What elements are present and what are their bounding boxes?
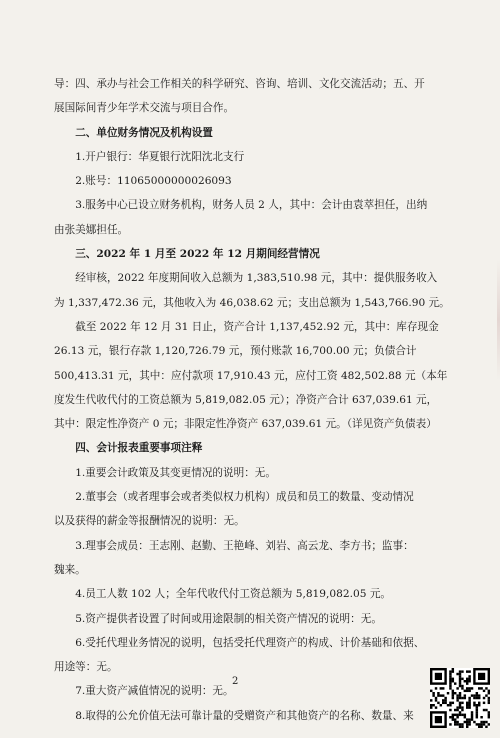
- qr-module: [459, 714, 461, 716]
- qr-module: [430, 690, 432, 692]
- qr-module: [480, 723, 482, 725]
- text-line: 为 1,337,472.36 元，其他收入为 46,038.62 元；支出总额为 1,543,766.90 元。: [54, 296, 450, 309]
- qr-module: [476, 697, 478, 699]
- qr-module: [476, 706, 478, 708]
- qr-module: [454, 718, 456, 720]
- qr-module: [478, 697, 480, 699]
- qr-module: [449, 680, 451, 682]
- qr-module: [459, 670, 461, 672]
- qr-module: [480, 726, 482, 728]
- qr-module: [466, 718, 468, 720]
- qr-module: [461, 670, 463, 672]
- qr-module: [452, 680, 454, 682]
- qr-module: [452, 690, 454, 692]
- qr-module: [473, 697, 475, 699]
- qr-module: [449, 670, 451, 672]
- qr-module: [466, 726, 468, 728]
- qr-module: [485, 687, 487, 689]
- qr-module: [440, 704, 442, 706]
- text-line: 由张美娜担任。: [54, 223, 129, 236]
- qr-module: [459, 678, 461, 680]
- qr-module: [456, 716, 458, 718]
- qr-module: [459, 704, 461, 706]
- qr-module: [461, 697, 463, 699]
- qr-module: [449, 687, 451, 689]
- qr-module: [430, 706, 432, 708]
- qr-module: [476, 692, 478, 694]
- text-line: 2.董事会（或者理事会或者类似权力机构）成员和员工的数量、变动情况: [75, 491, 414, 504]
- qr-module: [449, 685, 451, 687]
- qr-code-graphic: [430, 668, 490, 728]
- qr-module: [432, 694, 434, 696]
- qr-module: [459, 680, 461, 682]
- qr-module: [435, 687, 437, 689]
- qr-module: [454, 682, 456, 684]
- text-line: 度发生代收代付的工资总额为 5,819,082.05 元）；净资产合计 637,039.61 元，: [54, 393, 438, 406]
- qr-module: [449, 704, 451, 706]
- qr-module: [468, 687, 470, 689]
- qr-module: [488, 723, 490, 725]
- qr-module: [468, 690, 470, 692]
- qr-module: [485, 694, 487, 696]
- qr-module: [461, 685, 463, 687]
- section-heading: 二、单位财务情况及机构设置: [75, 126, 213, 139]
- qr-finder-pattern: [478, 673, 485, 680]
- qr-module: [449, 675, 451, 677]
- qr-module: [476, 704, 478, 706]
- qr-module: [432, 704, 434, 706]
- qr-module: [483, 702, 485, 704]
- qr-module: [459, 675, 461, 677]
- qr-module: [461, 709, 463, 711]
- qr-module: [478, 694, 480, 696]
- qr-module: [461, 714, 463, 716]
- text-line: 3.理事会成员：王志刚、赵勤、王艳峰、刘岩、高云龙、李方书；监事：: [75, 539, 414, 552]
- qr-module: [468, 670, 470, 672]
- qr-module: [449, 709, 451, 711]
- qr-module: [464, 680, 466, 682]
- qr-module: [476, 716, 478, 718]
- qr-module: [449, 723, 451, 725]
- qr-module: [466, 690, 468, 692]
- page-number: 2: [232, 676, 239, 687]
- text-line: 经审核，2022 年度期间收入总额为 1,383,510.98 元，其中：提供服务收入: [75, 272, 438, 285]
- qr-module: [437, 694, 439, 696]
- qr-module: [456, 709, 458, 711]
- qr-module: [476, 723, 478, 725]
- qr-module: [444, 699, 446, 701]
- text-line: 5.资产提供者设置了时间或用途限制的相关资产情况的说明：无。: [75, 612, 382, 625]
- qr-module: [476, 709, 478, 711]
- text-line: 26.13 元，银行存款 1,120,726.79 元，预付账款 16,700.00 元；负债合计: [54, 345, 417, 358]
- qr-module: [435, 699, 437, 701]
- qr-module: [478, 723, 480, 725]
- qr-module: [488, 702, 490, 704]
- qr-module: [468, 721, 470, 723]
- qr-module: [430, 704, 432, 706]
- qr-module: [471, 716, 473, 718]
- qr-module: [480, 716, 482, 718]
- qr-module: [430, 699, 432, 701]
- qr-module: [442, 687, 444, 689]
- qr-module: [468, 723, 470, 725]
- qr-module: [468, 706, 470, 708]
- qr-module: [435, 697, 437, 699]
- qr-module: [471, 718, 473, 720]
- qr-module: [456, 694, 458, 696]
- qr-module: [459, 706, 461, 708]
- qr-module: [466, 721, 468, 723]
- qr-module: [442, 694, 444, 696]
- qr-module: [456, 697, 458, 699]
- text-line: 500,413.31 元，其中：应付款项 17,910.43 元，应付工资 482,502.88 元（本年: [54, 369, 448, 382]
- text-line: 以及获得的薪金等报酬情况的说明：无。: [54, 515, 245, 528]
- qr-module: [466, 678, 468, 680]
- text-line: 魏来。: [54, 563, 86, 576]
- text-line: 用途等：无。: [54, 661, 118, 674]
- qr-module: [456, 721, 458, 723]
- qr-module: [447, 692, 449, 694]
- qr-module: [452, 670, 454, 672]
- qr-module: [466, 723, 468, 725]
- qr-module: [449, 678, 451, 680]
- qr-module: [461, 702, 463, 704]
- qr-module: [464, 697, 466, 699]
- qr-module: [459, 726, 461, 728]
- qr-module: [466, 706, 468, 708]
- qr-module: [473, 721, 475, 723]
- qr-module: [456, 714, 458, 716]
- qr-module: [459, 673, 461, 675]
- qr-module: [449, 716, 451, 718]
- qr-module: [488, 716, 490, 718]
- qr-module: [464, 714, 466, 716]
- qr-module: [466, 680, 468, 682]
- qr-module: [485, 709, 487, 711]
- qr-module: [466, 702, 468, 704]
- qr-module: [478, 687, 480, 689]
- qr-module: [483, 697, 485, 699]
- text-line: 3.服务中心已设立财务机构，财务人员 2 人，其中：会计由袁萃担任，出纳: [75, 199, 428, 212]
- qr-module: [471, 694, 473, 696]
- qr-module: [456, 723, 458, 725]
- qr-module: [464, 690, 466, 692]
- qr-code: [430, 668, 490, 728]
- qr-module: [473, 702, 475, 704]
- qr-module: [466, 670, 468, 672]
- qr-module: [459, 692, 461, 694]
- qr-module: [454, 714, 456, 716]
- qr-module: [471, 711, 473, 713]
- text-line: 导：四、承办与社会工作相关的科学研究、咨询、培训、文化交流活动；五、开: [54, 78, 425, 90]
- qr-module: [483, 721, 485, 723]
- qr-module: [464, 694, 466, 696]
- section-heading: 四、会计报表重要事项注释: [75, 442, 203, 455]
- qr-module: [440, 694, 442, 696]
- qr-module: [480, 687, 482, 689]
- text-line: 截至 2022 年 12 月 31 日止，资产合计 1,137,452.92 元，其中：库存现金: [75, 320, 439, 333]
- qr-module: [456, 699, 458, 701]
- qr-module: [432, 692, 434, 694]
- qr-module: [442, 702, 444, 704]
- qr-module: [466, 687, 468, 689]
- qr-module: [442, 699, 444, 701]
- qr-module: [471, 714, 473, 716]
- qr-module: [444, 702, 446, 704]
- text-line: 4.员工人数 102 人；全年代收代付工资总额为 5,819,082.05 元。: [75, 588, 392, 601]
- qr-finder-pattern: [435, 673, 442, 680]
- qr-module: [447, 704, 449, 706]
- qr-module: [468, 702, 470, 704]
- qr-module: [456, 673, 458, 675]
- qr-module: [468, 680, 470, 682]
- qr-module: [488, 697, 490, 699]
- qr-module: [485, 721, 487, 723]
- qr-module: [466, 682, 468, 684]
- qr-module: [473, 694, 475, 696]
- qr-module: [440, 687, 442, 689]
- qr-module: [454, 723, 456, 725]
- qr-module: [435, 706, 437, 708]
- qr-module: [461, 723, 463, 725]
- qr-module: [483, 690, 485, 692]
- qr-module: [488, 711, 490, 713]
- qr-module: [461, 678, 463, 680]
- document-body: [54, 72, 466, 728]
- qr-module: [459, 711, 461, 713]
- qr-finder-pattern: [435, 716, 442, 723]
- qr-module: [456, 687, 458, 689]
- qr-module: [459, 685, 461, 687]
- qr-module: [483, 709, 485, 711]
- qr-module: [452, 692, 454, 694]
- qr-module: [478, 726, 480, 728]
- qr-module: [454, 692, 456, 694]
- qr-module: [459, 682, 461, 684]
- qr-module: [464, 721, 466, 723]
- qr-module: [461, 726, 463, 728]
- qr-module: [483, 723, 485, 725]
- qr-module: [452, 668, 454, 670]
- qr-module: [468, 675, 470, 677]
- qr-module: [488, 714, 490, 716]
- qr-module: [452, 718, 454, 720]
- qr-module: [488, 692, 490, 694]
- text-line: 7.重大资产减值情况的说明：无。: [75, 685, 234, 698]
- qr-module: [437, 692, 439, 694]
- qr-module: [459, 697, 461, 699]
- qr-module: [449, 702, 451, 704]
- qr-module: [466, 704, 468, 706]
- qr-module: [468, 718, 470, 720]
- qr-module: [488, 690, 490, 692]
- qr-module: [476, 714, 478, 716]
- text-line: 8.取得的公允价值无法可靠计量的受赠资产和其他资产的名称、数量、来: [75, 709, 414, 722]
- text-line: 2.账号：11065000000026093: [75, 175, 232, 188]
- text-line: 1.重要会计政策及其变更情况的说明：无。: [75, 466, 276, 479]
- qr-module: [444, 697, 446, 699]
- qr-module: [452, 678, 454, 680]
- qr-module: [459, 694, 461, 696]
- qr-module: [449, 673, 451, 675]
- qr-module: [461, 687, 463, 689]
- qr-module: [488, 699, 490, 701]
- qr-module: [478, 702, 480, 704]
- qr-module: [476, 694, 478, 696]
- qr-module: [468, 704, 470, 706]
- text-line: 6.受托代理业务情况的说明，包括受托代理资产的构成、计价基础和依据、: [75, 636, 425, 649]
- qr-module: [452, 714, 454, 716]
- qr-module: [473, 704, 475, 706]
- text-line: 其中：限定性净资产 0 元；非限定性净资产 637,039.61 元。（详见资产负债表）: [54, 418, 437, 431]
- text-line: 展国际间青少年学术交流与项目合作。: [54, 102, 235, 115]
- qr-module: [476, 711, 478, 713]
- qr-module: [480, 721, 482, 723]
- qr-module: [452, 694, 454, 696]
- qr-module: [454, 709, 456, 711]
- qr-module: [456, 706, 458, 708]
- section-heading: 三、2022 年 1 月至 2022 年 12 月期间经营情况: [75, 248, 320, 261]
- qr-module: [452, 716, 454, 718]
- qr-module: [461, 706, 463, 708]
- qr-module: [452, 702, 454, 704]
- qr-module: [485, 726, 487, 728]
- qr-module: [459, 723, 461, 725]
- qr-module: [449, 682, 451, 684]
- qr-module: [454, 721, 456, 723]
- text-line: 1.开户银行：华夏银行沈阳沈北支行: [75, 150, 245, 163]
- qr-module: [464, 716, 466, 718]
- qr-module: [468, 697, 470, 699]
- qr-module: [468, 678, 470, 680]
- qr-module: [459, 702, 461, 704]
- qr-module: [452, 697, 454, 699]
- qr-module: [478, 704, 480, 706]
- qr-module: [468, 699, 470, 701]
- qr-module: [437, 702, 439, 704]
- qr-module: [471, 687, 473, 689]
